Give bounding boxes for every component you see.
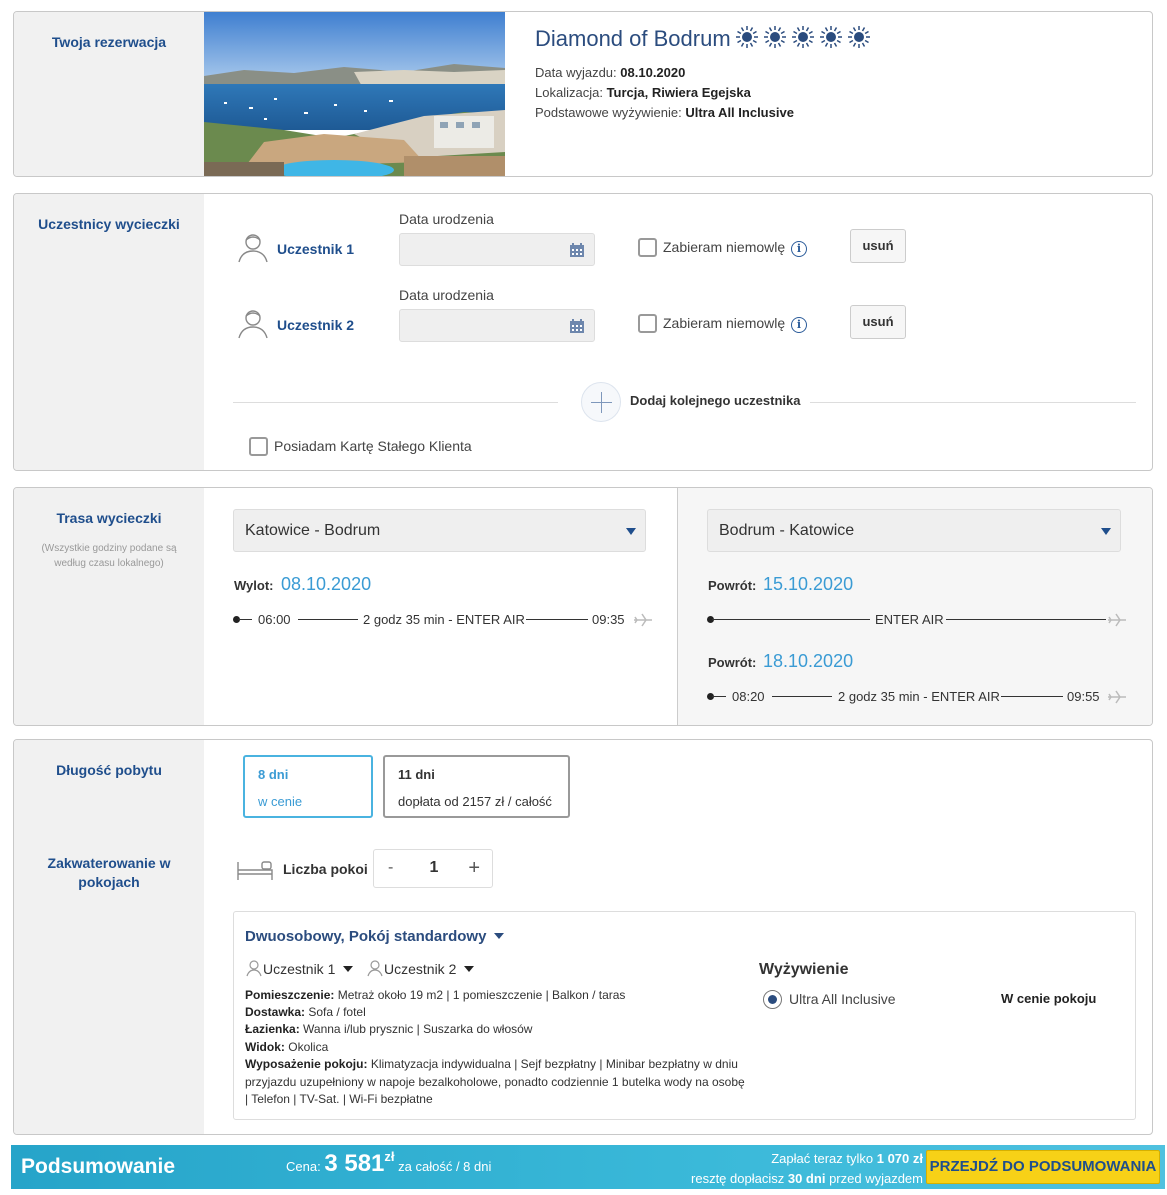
stay-sidebar xyxy=(14,740,204,1134)
hotel-name-text: Diamond of Bodrum xyxy=(535,26,731,51)
rooms-count-label: Liczba pokoi xyxy=(283,861,368,877)
location-label: Lokalizacja: xyxy=(535,85,603,100)
return-date-2: 18.10.2020 xyxy=(763,651,854,671)
remove-participant-2-button[interactable]: usuń xyxy=(850,305,906,339)
rooms-stepper[interactable] xyxy=(373,849,493,888)
chevron-down-icon xyxy=(626,528,636,535)
stay-card xyxy=(13,739,1153,1135)
detail-label: Łazienka: xyxy=(245,1022,300,1036)
board-value: Ultra All Inclusive xyxy=(685,105,794,120)
sun-icon xyxy=(847,25,871,49)
departure-label: Data wyjazdu: xyxy=(535,65,617,80)
info-icon[interactable]: i xyxy=(791,317,807,333)
outbound-duration-value: 2 godz 35 min xyxy=(363,612,445,627)
outbound-dep-time: 06:00 xyxy=(258,612,291,627)
detail-label: Pomieszczenie: xyxy=(245,988,335,1002)
stay-section-title: Długość pobytu xyxy=(56,762,162,778)
detail-label: Widok: xyxy=(245,1040,285,1054)
outbound-carrier: ENTER AIR xyxy=(456,612,525,627)
detail-value: Wanna i/lub prysznic | Suszarka do włosów xyxy=(303,1022,533,1036)
return-duration-value: 2 godz 35 min xyxy=(838,689,920,704)
price-label: Cena: xyxy=(286,1159,321,1174)
timeline-line xyxy=(526,619,588,620)
star-rating xyxy=(731,26,871,51)
person-icon xyxy=(366,959,384,977)
outbound-route-value: Katowice - Bodrum xyxy=(245,522,381,539)
timeline-line xyxy=(1001,696,1063,697)
remove-participant-1-button[interactable]: usuń xyxy=(850,229,906,263)
return-carrier-1: ENTER AIR xyxy=(875,612,944,627)
outbound-arr-time: 09:35 xyxy=(592,612,625,627)
remainder-suffix: przed wyjazdem xyxy=(829,1171,923,1186)
payment-info xyxy=(591,1149,923,1189)
add-participant-plus-icon[interactable] xyxy=(581,382,621,422)
participant-2-name: Uczestnik 2 xyxy=(277,317,355,333)
info-icon[interactable]: i xyxy=(791,241,807,257)
outbound-label: Wylot: xyxy=(234,578,274,593)
person-icon xyxy=(236,306,270,340)
room-participant-1-select[interactable] xyxy=(245,959,353,977)
pay-now-amount: 1 070 zł xyxy=(876,1151,923,1166)
timeline-line xyxy=(712,696,726,697)
price-value: 3 581 xyxy=(324,1150,385,1177)
chevron-down-icon xyxy=(494,933,504,939)
return-date-1: 15.10.2020 xyxy=(763,574,854,594)
room-type-select[interactable] xyxy=(245,928,504,945)
return-duration-2: 2 godz 35 min - ENTER AIR xyxy=(838,689,1000,704)
sun-icon xyxy=(763,25,787,49)
price-currency: zł xyxy=(384,1149,395,1164)
room-detail-space xyxy=(245,987,745,1005)
bed-icon xyxy=(236,858,274,882)
location-info xyxy=(535,85,751,100)
loyalty-card-checkbox[interactable] xyxy=(249,437,268,456)
room-type-value: Dwuosobowy, Pokój standardowy xyxy=(245,928,487,945)
return-dep-time-2: 08:20 xyxy=(732,689,765,704)
birth-date-input-1[interactable] xyxy=(399,233,595,266)
timeline-line xyxy=(712,619,870,620)
go-to-summary-button[interactable]: PRZEJDŹ DO PODSUMOWANIA xyxy=(926,1150,1160,1184)
infant-label-2: Zabieram niemowlę xyxy=(663,315,786,331)
rooms-decrement-button[interactable]: - xyxy=(388,859,394,876)
detail-label: Wyposażenie pokoju: xyxy=(245,1057,368,1071)
birth-date-label-1: Data urodzenia xyxy=(399,211,494,227)
sun-icon xyxy=(819,25,843,49)
participants-sidebar xyxy=(14,194,204,470)
rooms-increment-button[interactable]: + xyxy=(468,857,480,879)
loyalty-card-label: Posiadam Kartę Stałego Klienta xyxy=(274,438,472,454)
stay-option-days: 11 dni xyxy=(398,767,435,782)
price-block xyxy=(286,1149,491,1178)
detail-value: Okolica xyxy=(288,1040,329,1054)
infant-label-1: Zabieram niemowlę xyxy=(663,239,786,255)
meal-heading: Wyżywienie xyxy=(759,961,849,978)
calendar-icon xyxy=(570,243,584,257)
participants-section-title: Uczestnicy wycieczki xyxy=(38,216,180,232)
rooms-count-value: 1 xyxy=(429,859,439,876)
stay-option-days: 8 dni xyxy=(258,767,289,782)
detail-value: Sofa / fotel xyxy=(308,1005,366,1019)
timeline-line xyxy=(238,619,252,620)
outbound-date: 08.10.2020 xyxy=(281,574,372,594)
summary-bar xyxy=(11,1145,1165,1189)
participants-card xyxy=(13,193,1153,471)
chevron-down-icon xyxy=(464,966,474,972)
infant-checkbox-2[interactable] xyxy=(638,314,657,333)
room-detail-extra-bed xyxy=(245,1004,745,1022)
summary-title: Podsumowanie xyxy=(21,1155,176,1178)
board-info xyxy=(535,105,794,120)
departure-value: 08.10.2020 xyxy=(620,65,686,80)
room-participant-name: Uczestnik 1 xyxy=(263,961,336,977)
timeline-line xyxy=(772,696,832,697)
room-participant-name: Uczestnik 2 xyxy=(384,961,457,977)
birth-date-label-2: Data urodzenia xyxy=(399,287,494,303)
participant-1-name: Uczestnik 1 xyxy=(277,241,355,257)
room-detail-bathroom xyxy=(245,1021,745,1039)
pay-now-line xyxy=(591,1149,923,1169)
stay-option-11-days[interactable] xyxy=(383,755,570,818)
rooms-section-title: Zakwaterowanie w pokojach xyxy=(47,855,171,890)
detail-label: Dostawka: xyxy=(245,1005,306,1019)
room-participant-2-select[interactable] xyxy=(366,959,474,977)
route-note: (Wszystkie godziny podane są według czasu lokalnego) xyxy=(41,543,177,569)
return-route-value: Bodrum - Katowice xyxy=(719,522,855,539)
person-icon xyxy=(236,230,270,264)
route-card xyxy=(13,487,1153,726)
infant-checkbox-1[interactable] xyxy=(638,238,657,257)
return-arr-time-2: 09:55 xyxy=(1067,689,1100,704)
return-route-select[interactable] xyxy=(707,509,1121,552)
meal-option-label: Ultra All Inclusive xyxy=(789,991,896,1007)
location-value: Turcja, Riwiera Egejska xyxy=(606,85,751,100)
route-section-title: Trasa wycieczki xyxy=(56,510,162,526)
outbound-route-select[interactable] xyxy=(233,509,646,552)
timeline-line xyxy=(298,619,358,620)
divider-right xyxy=(810,402,1136,403)
remainder-line xyxy=(591,1169,923,1189)
sun-icon xyxy=(791,25,815,49)
pay-now-prefix: Zapłać teraz tylko xyxy=(771,1151,874,1166)
detail-value: Metraż około 19 m2 | 1 pomieszczenie | Balkon / taras xyxy=(337,988,626,1002)
sun-icon xyxy=(735,25,759,49)
hotel-name[interactable] xyxy=(535,25,871,52)
plane-icon xyxy=(1108,690,1126,704)
stay-option-8-days[interactable] xyxy=(243,755,373,818)
birth-date-input-2[interactable] xyxy=(399,309,595,342)
room-panel xyxy=(233,911,1136,1120)
meal-price: W cenie pokoju xyxy=(1001,991,1097,1006)
timeline-line xyxy=(946,619,1106,620)
departure-info xyxy=(535,65,685,80)
calendar-icon xyxy=(570,319,584,333)
stay-option-price: w cenie xyxy=(258,794,303,809)
outbound-duration: 2 godz 35 min - ENTER AIR xyxy=(363,612,525,627)
divider-left xyxy=(233,402,558,403)
return-label-1: Powrót: xyxy=(708,578,757,593)
remainder-days: 30 dni xyxy=(787,1171,826,1186)
chevron-down-icon xyxy=(1101,528,1111,535)
return-label-2: Powrót: xyxy=(708,655,757,670)
price-suffix: za całość / 8 dni xyxy=(398,1159,492,1174)
stay-option-price: dopłata od 2157 zł / całość xyxy=(398,794,552,809)
add-participant-button[interactable]: Dodaj kolejnego uczestnika xyxy=(630,393,801,408)
plane-icon xyxy=(1108,613,1126,627)
room-detail-view xyxy=(245,1039,745,1057)
chevron-down-icon xyxy=(343,966,353,972)
reservation-section-title: Twoja rezerwacja xyxy=(51,34,167,50)
hotel-photo xyxy=(204,12,505,177)
return-carrier-2: ENTER AIR xyxy=(931,689,1000,704)
reservation-card xyxy=(13,11,1153,177)
person-icon xyxy=(245,959,263,977)
room-detail-equipment xyxy=(245,1056,745,1109)
meal-radio[interactable] xyxy=(763,990,782,1009)
remainder-prefix: resztę dopłacisz xyxy=(691,1171,785,1186)
plane-icon xyxy=(634,613,652,627)
detail-value: Klimatyzacja indywidualna | Sejf bezpłatny | Minibar bezpłatny w dniu przyjazdu uzupełniony w napoje bezalkoholowe, ponadto codziennie 1 butelka wody na osobę | Telefon | TV-Sat. | Wi-Fi bezpłatne xyxy=(245,1057,745,1106)
board-label: Podstawowe wyżywienie: xyxy=(535,105,682,120)
